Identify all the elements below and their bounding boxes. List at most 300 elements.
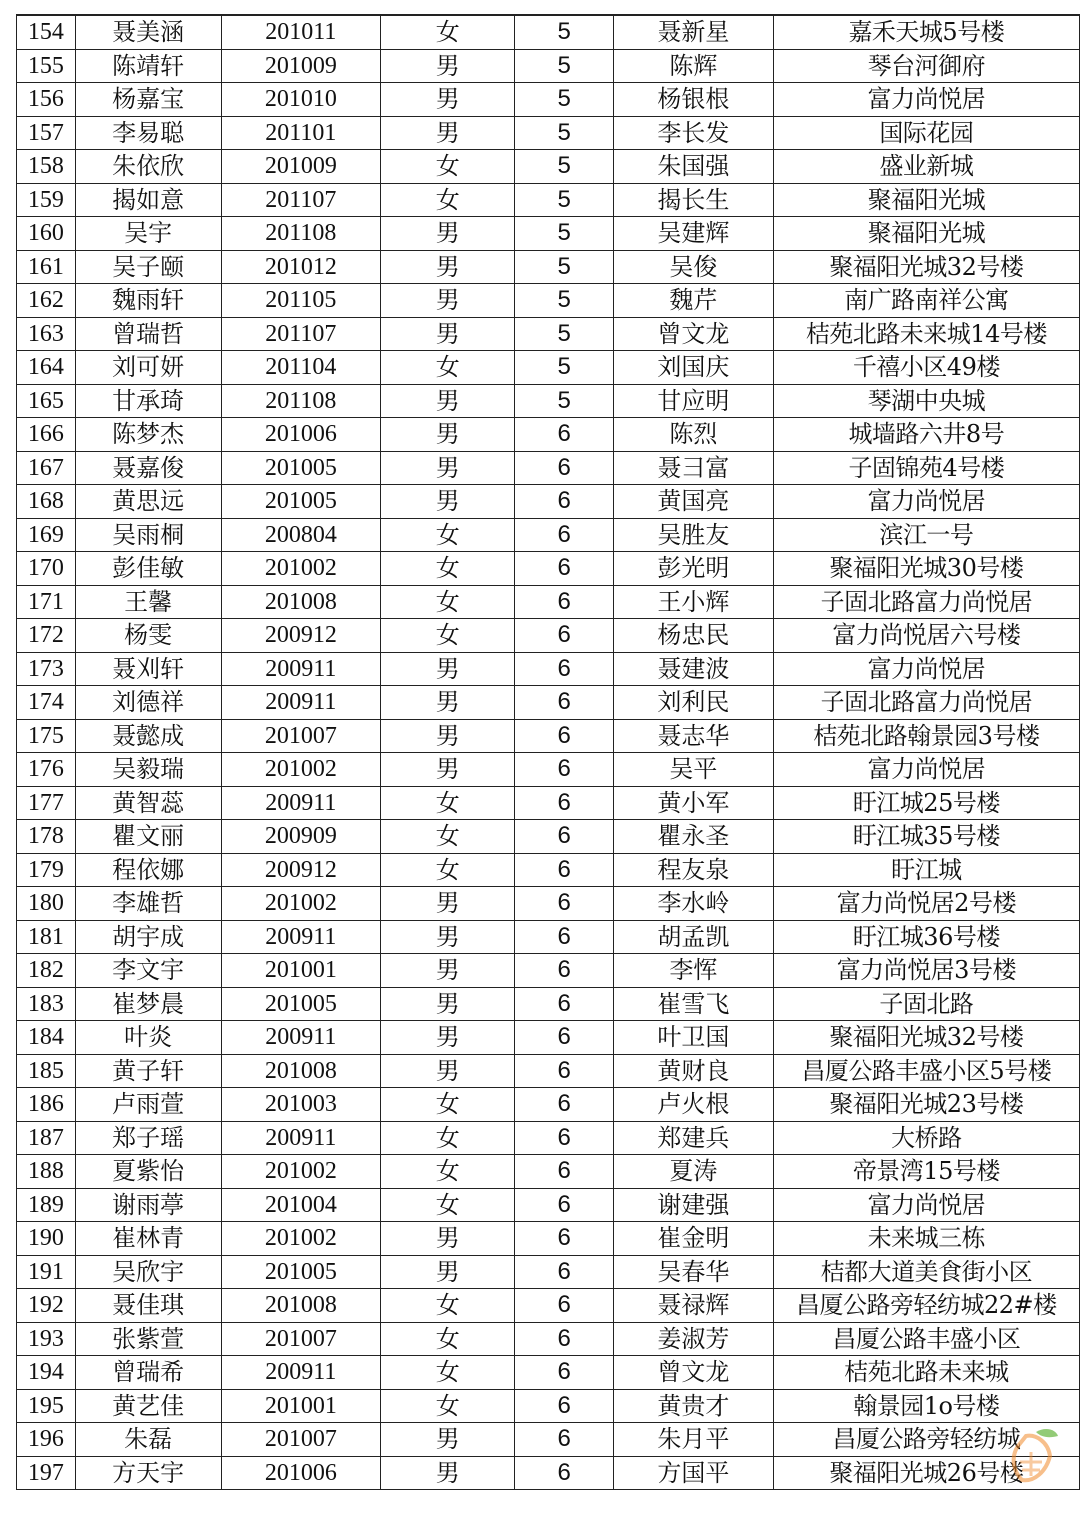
cell-gender: 女 <box>381 552 515 586</box>
cell-gender: 男 <box>381 954 515 988</box>
cell-address: 昌厦公路丰盛小区5号楼 <box>773 1054 1079 1088</box>
cell-parent-name: 李水岭 <box>614 887 774 921</box>
cell-parent-name: 魏芹 <box>614 284 774 318</box>
cell-student-name: 聂嘉俊 <box>75 451 221 485</box>
cell-grade: 6 <box>515 1054 614 1088</box>
cell-student-name: 甘承琦 <box>75 384 221 418</box>
cell-address: 子固锦苑4号楼 <box>773 451 1079 485</box>
cell-student-name: 程依娜 <box>75 853 221 887</box>
cell-gender: 女 <box>381 518 515 552</box>
cell-student-name: 聂美涵 <box>75 15 221 49</box>
cell-gender: 女 <box>381 15 515 49</box>
cell-address: 帝景湾15号楼 <box>773 1155 1079 1189</box>
cell-parent-name: 聂新星 <box>614 15 774 49</box>
cell-birth-date: 200911 <box>221 786 381 820</box>
cell-gender: 女 <box>381 351 515 385</box>
cell-parent-name: 聂志华 <box>614 719 774 753</box>
cell-number: 163 <box>17 317 76 351</box>
cell-number: 178 <box>17 820 76 854</box>
cell-address: 富力尚悦居 <box>773 1188 1079 1222</box>
cell-birth-date: 201005 <box>221 485 381 519</box>
cell-address: 国际花园 <box>773 116 1079 150</box>
cell-parent-name: 黄国亮 <box>614 485 774 519</box>
cell-parent-name: 姜淑芳 <box>614 1322 774 1356</box>
cell-student-name: 刘德祥 <box>75 686 221 720</box>
cell-number: 169 <box>17 518 76 552</box>
table-row <box>17 1255 1080 1289</box>
cell-address: 桔都大道美食街小区 <box>773 1255 1079 1289</box>
cell-number: 156 <box>17 83 76 117</box>
cell-number: 197 <box>17 1456 76 1490</box>
table-row <box>17 1088 1080 1122</box>
cell-student-name: 李雄哲 <box>75 887 221 921</box>
cell-gender: 女 <box>381 1155 515 1189</box>
cell-address: 琴台河御府 <box>773 49 1079 83</box>
cell-birth-date: 201002 <box>221 1222 381 1256</box>
cell-gender: 男 <box>381 250 515 284</box>
cell-number: 194 <box>17 1356 76 1390</box>
cell-student-name: 陈靖轩 <box>75 49 221 83</box>
cell-parent-name: 刘国庆 <box>614 351 774 385</box>
cell-address: 南广路南祥公寓 <box>773 284 1079 318</box>
cell-number: 154 <box>17 15 76 49</box>
table-row <box>17 1456 1080 1490</box>
table-row <box>17 284 1080 318</box>
table-row <box>17 116 1080 150</box>
cell-parent-name: 卢火根 <box>614 1088 774 1122</box>
table-row <box>17 15 1080 49</box>
cell-number: 157 <box>17 116 76 150</box>
cell-parent-name: 聂彐富 <box>614 451 774 485</box>
cell-parent-name: 崔金明 <box>614 1222 774 1256</box>
cell-student-name: 曾瑞哲 <box>75 317 221 351</box>
table-row <box>17 485 1080 519</box>
cell-address: 大桥路 <box>773 1121 1079 1155</box>
cell-grade: 6 <box>515 652 614 686</box>
cell-grade: 6 <box>515 619 614 653</box>
cell-address: 昌厦公路丰盛小区 <box>773 1322 1079 1356</box>
cell-gender: 女 <box>381 1121 515 1155</box>
cell-number: 171 <box>17 585 76 619</box>
table-row <box>17 49 1080 83</box>
cell-parent-name: 曾文龙 <box>614 1356 774 1390</box>
cell-gender: 男 <box>381 1222 515 1256</box>
cell-address: 富力尚悦居 <box>773 652 1079 686</box>
cell-address: 桔苑北路未来城14号楼 <box>773 317 1079 351</box>
cell-number: 189 <box>17 1188 76 1222</box>
cell-number: 166 <box>17 418 76 452</box>
table-row <box>17 887 1080 921</box>
table-row <box>17 820 1080 854</box>
cell-parent-name: 杨银根 <box>614 83 774 117</box>
cell-birth-date: 201010 <box>221 83 381 117</box>
cell-parent-name: 吴春华 <box>614 1255 774 1289</box>
cell-birth-date: 201007 <box>221 1322 381 1356</box>
cell-gender: 男 <box>381 284 515 318</box>
cell-student-name: 张紫萱 <box>75 1322 221 1356</box>
table-row <box>17 150 1080 184</box>
cell-address: 昌厦公路旁轻纺城22#楼 <box>773 1289 1079 1323</box>
cell-grade: 5 <box>515 284 614 318</box>
cell-address: 琴湖中央城 <box>773 384 1079 418</box>
cell-gender: 男 <box>381 987 515 1021</box>
cell-number: 196 <box>17 1423 76 1457</box>
cell-birth-date: 201007 <box>221 1423 381 1457</box>
cell-student-name: 吴欣宇 <box>75 1255 221 1289</box>
cell-number: 175 <box>17 719 76 753</box>
cell-gender: 女 <box>381 585 515 619</box>
cell-birth-date: 201006 <box>221 1456 381 1490</box>
cell-gender: 男 <box>381 116 515 150</box>
table-row <box>17 351 1080 385</box>
cell-gender: 男 <box>381 317 515 351</box>
cell-address: 盛业新城 <box>773 150 1079 184</box>
cell-grade: 5 <box>515 384 614 418</box>
cell-number: 167 <box>17 451 76 485</box>
cell-grade: 6 <box>515 518 614 552</box>
cell-parent-name: 黄财良 <box>614 1054 774 1088</box>
cell-grade: 6 <box>515 1356 614 1390</box>
cell-birth-date: 201002 <box>221 753 381 787</box>
cell-student-name: 朱磊 <box>75 1423 221 1457</box>
cell-birth-date: 201008 <box>221 585 381 619</box>
cell-parent-name: 谢建强 <box>614 1188 774 1222</box>
cell-gender: 男 <box>381 1255 515 1289</box>
table-row <box>17 1188 1080 1222</box>
table-row <box>17 451 1080 485</box>
cell-address: 滨江一号 <box>773 518 1079 552</box>
cell-gender: 女 <box>381 1389 515 1423</box>
cell-address: 盱江城36号楼 <box>773 920 1079 954</box>
cell-birth-date: 201004 <box>221 1188 381 1222</box>
table-row <box>17 1423 1080 1457</box>
cell-gender: 女 <box>381 150 515 184</box>
table-row <box>17 920 1080 954</box>
cell-number: 180 <box>17 887 76 921</box>
cell-birth-date: 200911 <box>221 1021 381 1055</box>
cell-address: 富力尚悦居3号楼 <box>773 954 1079 988</box>
cell-address: 千禧小区49楼 <box>773 351 1079 385</box>
cell-parent-name: 甘应明 <box>614 384 774 418</box>
cell-number: 161 <box>17 250 76 284</box>
cell-number: 186 <box>17 1088 76 1122</box>
cell-birth-date: 201107 <box>221 183 381 217</box>
cell-birth-date: 200911 <box>221 920 381 954</box>
table-row <box>17 987 1080 1021</box>
cell-gender: 女 <box>381 1088 515 1122</box>
cell-number: 182 <box>17 954 76 988</box>
cell-birth-date: 200911 <box>221 686 381 720</box>
cell-grade: 6 <box>515 786 614 820</box>
cell-student-name: 刘可妍 <box>75 351 221 385</box>
cell-grade: 6 <box>515 1155 614 1189</box>
cell-gender: 男 <box>381 652 515 686</box>
cell-grade: 6 <box>515 920 614 954</box>
cell-student-name: 曾瑞希 <box>75 1356 221 1390</box>
cell-birth-date: 201012 <box>221 250 381 284</box>
cell-address: 嘉禾天城5号楼 <box>773 15 1079 49</box>
cell-gender: 女 <box>381 1356 515 1390</box>
cell-parent-name: 陈辉 <box>614 49 774 83</box>
cell-gender: 女 <box>381 1289 515 1323</box>
cell-address: 聚福阳光城32号楼 <box>773 250 1079 284</box>
cell-address: 桔苑北路翰景园3号楼 <box>773 719 1079 753</box>
cell-gender: 男 <box>381 753 515 787</box>
cell-birth-date: 201005 <box>221 1255 381 1289</box>
cell-birth-date: 201105 <box>221 284 381 318</box>
cell-number: 176 <box>17 753 76 787</box>
table-row <box>17 1322 1080 1356</box>
cell-student-name: 卢雨萱 <box>75 1088 221 1122</box>
cell-grade: 6 <box>515 887 614 921</box>
table-row <box>17 317 1080 351</box>
cell-address: 翰景园1o号楼 <box>773 1389 1079 1423</box>
cell-address: 聚福阳光城23号楼 <box>773 1088 1079 1122</box>
cell-parent-name: 曾文龙 <box>614 317 774 351</box>
cell-birth-date: 200804 <box>221 518 381 552</box>
cell-number: 183 <box>17 987 76 1021</box>
cell-parent-name: 黄小军 <box>614 786 774 820</box>
cell-grade: 6 <box>515 820 614 854</box>
cell-birth-date: 201008 <box>221 1289 381 1323</box>
cell-number: 165 <box>17 384 76 418</box>
cell-birth-date: 201104 <box>221 351 381 385</box>
cell-birth-date: 201008 <box>221 1054 381 1088</box>
cell-student-name: 王馨 <box>75 585 221 619</box>
cell-number: 195 <box>17 1389 76 1423</box>
cell-address: 富力尚悦居六号楼 <box>773 619 1079 653</box>
cell-gender: 女 <box>381 820 515 854</box>
cell-parent-name: 吴俊 <box>614 250 774 284</box>
cell-grade: 6 <box>515 1322 614 1356</box>
cell-birth-date: 200911 <box>221 652 381 686</box>
cell-number: 190 <box>17 1222 76 1256</box>
table-row <box>17 719 1080 753</box>
cell-grade: 6 <box>515 585 614 619</box>
cell-parent-name: 聂建波 <box>614 652 774 686</box>
cell-birth-date: 200911 <box>221 1121 381 1155</box>
cell-student-name: 黄思远 <box>75 485 221 519</box>
cell-parent-name: 叶卫国 <box>614 1021 774 1055</box>
cell-grade: 6 <box>515 1456 614 1490</box>
cell-grade: 5 <box>515 217 614 251</box>
cell-student-name: 夏紫怡 <box>75 1155 221 1189</box>
cell-address: 富力尚悦居 <box>773 485 1079 519</box>
cell-gender: 男 <box>381 485 515 519</box>
cell-grade: 5 <box>515 317 614 351</box>
cell-birth-date: 201003 <box>221 1088 381 1122</box>
table-row <box>17 250 1080 284</box>
table-row <box>17 619 1080 653</box>
cell-parent-name: 聂禄辉 <box>614 1289 774 1323</box>
cell-gender: 女 <box>381 1188 515 1222</box>
cell-student-name: 杨雯 <box>75 619 221 653</box>
cell-address: 城墙路六井8号 <box>773 418 1079 452</box>
cell-parent-name: 吴建辉 <box>614 217 774 251</box>
cell-parent-name: 郑建兵 <box>614 1121 774 1155</box>
cell-gender: 男 <box>381 384 515 418</box>
cell-student-name: 魏雨轩 <box>75 284 221 318</box>
cell-address: 富力尚悦居 <box>773 753 1079 787</box>
cell-grade: 5 <box>515 116 614 150</box>
cell-gender: 男 <box>381 1021 515 1055</box>
cell-birth-date: 200912 <box>221 853 381 887</box>
cell-grade: 6 <box>515 1289 614 1323</box>
cell-parent-name: 彭光明 <box>614 552 774 586</box>
cell-birth-date: 201108 <box>221 217 381 251</box>
cell-student-name: 吴毅瑞 <box>75 753 221 787</box>
cell-number: 174 <box>17 686 76 720</box>
table-row <box>17 418 1080 452</box>
table-row <box>17 786 1080 820</box>
table-row <box>17 1121 1080 1155</box>
table-row <box>17 1222 1080 1256</box>
cell-student-name: 李文宇 <box>75 954 221 988</box>
cell-parent-name: 瞿永圣 <box>614 820 774 854</box>
table-row <box>17 1155 1080 1189</box>
cell-address: 聚福阳光城32号楼 <box>773 1021 1079 1055</box>
cell-grade: 5 <box>515 83 614 117</box>
cell-parent-name: 揭长生 <box>614 183 774 217</box>
cell-address: 未来城三栋 <box>773 1222 1079 1256</box>
cell-grade: 6 <box>515 1423 614 1457</box>
cell-student-name: 彭佳敏 <box>75 552 221 586</box>
cell-birth-date: 201001 <box>221 954 381 988</box>
cell-number: 185 <box>17 1054 76 1088</box>
cell-number: 192 <box>17 1289 76 1323</box>
cell-gender: 男 <box>381 719 515 753</box>
cell-parent-name: 胡孟凯 <box>614 920 774 954</box>
cell-address: 昌厦公路旁轻纺城 <box>773 1423 1079 1457</box>
cell-student-name: 崔梦晨 <box>75 987 221 1021</box>
cell-gender: 男 <box>381 418 515 452</box>
cell-parent-name: 吴胜友 <box>614 518 774 552</box>
cell-parent-name: 刘利民 <box>614 686 774 720</box>
cell-student-name: 吴子颐 <box>75 250 221 284</box>
cell-parent-name: 朱月平 <box>614 1423 774 1457</box>
cell-number: 177 <box>17 786 76 820</box>
cell-birth-date: 201009 <box>221 150 381 184</box>
table-row <box>17 1021 1080 1055</box>
cell-number: 168 <box>17 485 76 519</box>
cell-grade: 6 <box>515 418 614 452</box>
cell-gender: 男 <box>381 686 515 720</box>
cell-grade: 6 <box>515 485 614 519</box>
cell-number: 159 <box>17 183 76 217</box>
cell-birth-date: 201108 <box>221 384 381 418</box>
cell-number: 187 <box>17 1121 76 1155</box>
table-row <box>17 652 1080 686</box>
cell-grade: 6 <box>515 451 614 485</box>
leaf-logo-icon <box>996 1422 1066 1492</box>
cell-number: 158 <box>17 150 76 184</box>
cell-grade: 6 <box>515 552 614 586</box>
cell-birth-date: 201002 <box>221 1155 381 1189</box>
cell-address: 子固北路 <box>773 987 1079 1021</box>
cell-address: 盱江城 <box>773 853 1079 887</box>
cell-grade: 6 <box>515 954 614 988</box>
cell-parent-name: 李长发 <box>614 116 774 150</box>
cell-gender: 女 <box>381 183 515 217</box>
cell-grade: 6 <box>515 987 614 1021</box>
cell-gender: 男 <box>381 887 515 921</box>
cell-grade: 6 <box>515 1255 614 1289</box>
cell-student-name: 郑子瑶 <box>75 1121 221 1155</box>
cell-gender: 男 <box>381 83 515 117</box>
cell-student-name: 揭如意 <box>75 183 221 217</box>
cell-birth-date: 201006 <box>221 418 381 452</box>
cell-number: 162 <box>17 284 76 318</box>
cell-grade: 6 <box>515 1021 614 1055</box>
cell-birth-date: 201005 <box>221 451 381 485</box>
cell-student-name: 聂刈轩 <box>75 652 221 686</box>
table-row <box>17 552 1080 586</box>
cell-parent-name: 李恽 <box>614 954 774 988</box>
cell-student-name: 黄艺佳 <box>75 1389 221 1423</box>
cell-student-name: 谢雨葶 <box>75 1188 221 1222</box>
cell-gender: 男 <box>381 217 515 251</box>
cell-student-name: 吴宇 <box>75 217 221 251</box>
cell-parent-name: 崔雪飞 <box>614 987 774 1021</box>
cell-gender: 女 <box>381 786 515 820</box>
cell-birth-date: 201005 <box>221 987 381 1021</box>
cell-student-name: 叶炎 <box>75 1021 221 1055</box>
cell-student-name: 瞿文丽 <box>75 820 221 854</box>
cell-birth-date: 201007 <box>221 719 381 753</box>
cell-grade: 6 <box>515 853 614 887</box>
cell-grade: 5 <box>515 183 614 217</box>
cell-student-name: 方天宇 <box>75 1456 221 1490</box>
cell-birth-date: 200909 <box>221 820 381 854</box>
table-row <box>17 686 1080 720</box>
table-row <box>17 83 1080 117</box>
cell-address: 聚福阳光城30号楼 <box>773 552 1079 586</box>
table-row <box>17 518 1080 552</box>
cell-number: 181 <box>17 920 76 954</box>
cell-address: 盱江城25号楼 <box>773 786 1079 820</box>
cell-student-name: 朱依欣 <box>75 150 221 184</box>
cell-grade: 6 <box>515 1188 614 1222</box>
cell-birth-date: 201011 <box>221 15 381 49</box>
cell-grade: 6 <box>515 1088 614 1122</box>
cell-student-name: 崔林青 <box>75 1222 221 1256</box>
cell-student-name: 黄智蕊 <box>75 786 221 820</box>
cell-gender: 男 <box>381 49 515 83</box>
table-row <box>17 1289 1080 1323</box>
cell-number: 170 <box>17 552 76 586</box>
roster-body <box>17 15 1080 1490</box>
cell-address: 富力尚悦居 <box>773 83 1079 117</box>
cell-number: 173 <box>17 652 76 686</box>
table-row <box>17 1389 1080 1423</box>
cell-birth-date: 201002 <box>221 552 381 586</box>
cell-birth-date: 200911 <box>221 1356 381 1390</box>
cell-gender: 男 <box>381 920 515 954</box>
table-row <box>17 183 1080 217</box>
cell-student-name: 聂佳琪 <box>75 1289 221 1323</box>
table-row <box>17 753 1080 787</box>
cell-gender: 女 <box>381 619 515 653</box>
cell-grade: 6 <box>515 686 614 720</box>
cell-grade: 5 <box>515 15 614 49</box>
cell-parent-name: 黄贵才 <box>614 1389 774 1423</box>
cell-parent-name: 程友泉 <box>614 853 774 887</box>
table-row <box>17 585 1080 619</box>
cell-birth-date: 201107 <box>221 317 381 351</box>
cell-gender: 男 <box>381 1054 515 1088</box>
cell-number: 184 <box>17 1021 76 1055</box>
cell-student-name: 胡宇成 <box>75 920 221 954</box>
